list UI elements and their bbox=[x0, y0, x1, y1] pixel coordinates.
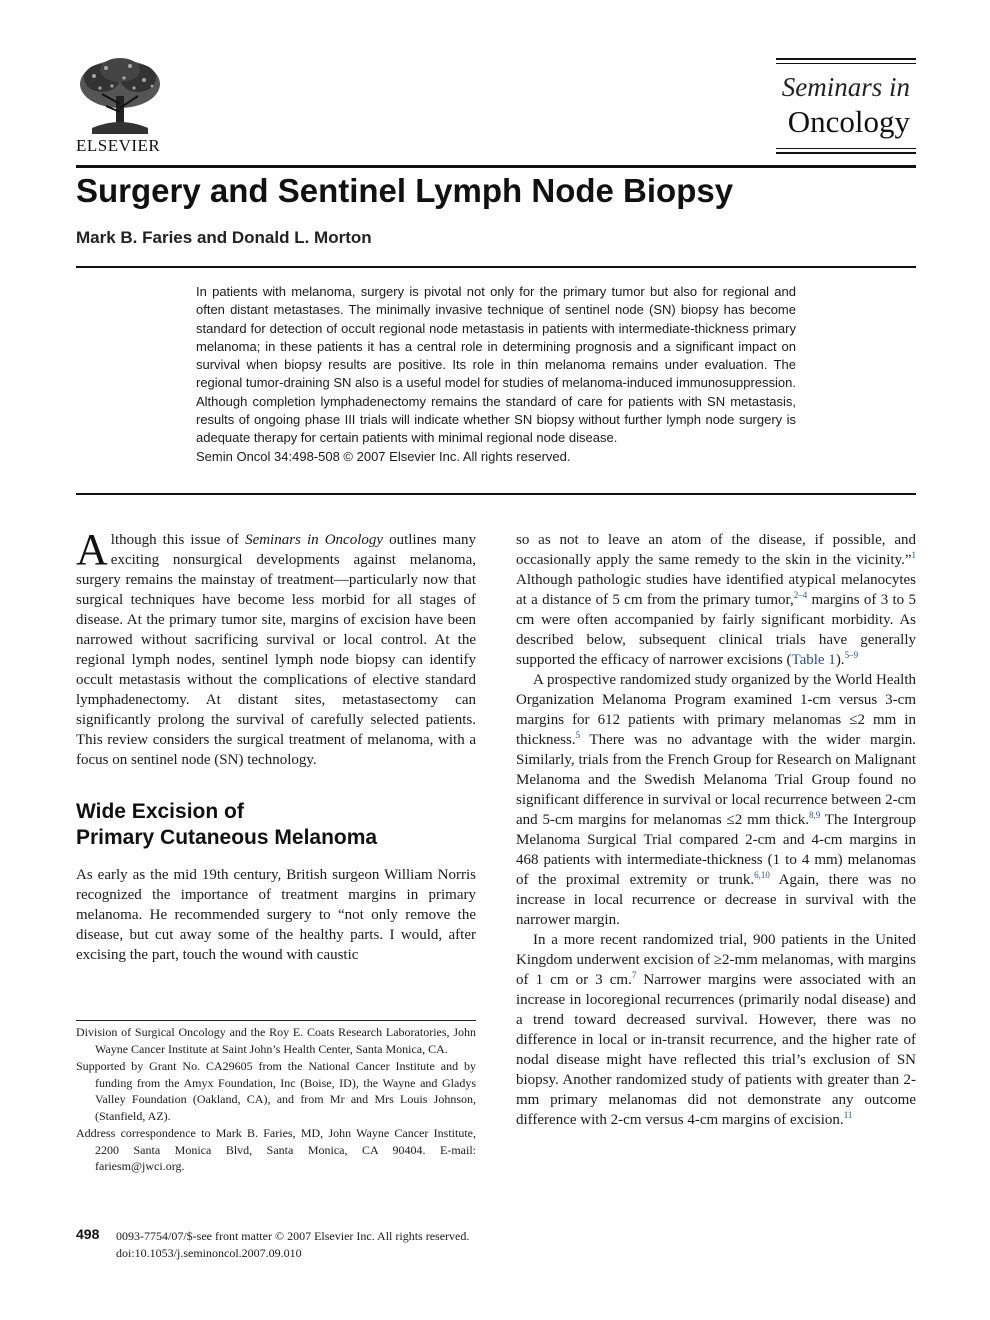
abstract-citation: Semin Oncol 34:498-508 © 2007 Elsevier Inc. All rights reserved. bbox=[196, 448, 571, 464]
footnote-correspondence: Address correspondence to Mark B. Faries, MD, John Wayne Cancer Institute, 2200 Santa Monica Blvd, Santa Monica, CA 90404. E-mail: fariesm@jwci.org. bbox=[76, 1126, 476, 1173]
footnotes bbox=[76, 1024, 476, 1176]
article-authors: Mark B. Faries and Donald L. Morton bbox=[76, 228, 372, 247]
reference-link[interactable]: 5–9 bbox=[844, 650, 859, 660]
norris-paragraph: As early as the mid 19th century, British surgeon William Norris recognized the importance of treatment margins in primary melanoma. He recommended surgery to “not only remove the disease, but cut away some of the healthy parts. I would, after excising the part, touch the wound with caustic bbox=[76, 867, 476, 963]
reference-link[interactable]: 7 bbox=[631, 970, 637, 980]
right-paragraph-1: so as not to leave an atom of the disease, if possible, and occasionally apply the same remedy to the skin in the vicinity.”$^1$ Although pathologic studies have identified atypical melanocytes at a distance of 5 cm from the primary tumor,$^{2-4}$ margins of 3 to 5 cm were often accompanied by fairly significant morbidity. As described below, subsequent clinical trials have generally supported the efficacy of narrower excisions (Table 1).$^{5-9}$ bbox=[516, 532, 916, 668]
abstract-text: In patients with melanoma, surgery is pivotal not only for the primary tumor but also for regional and often distant metastases. The minimally invasive technique of sentinel node (SN) biopsy has become standard for detection of occult regional node metastasis in patients with intermediate-thickness primary melanoma; in these patients it has a central role in determining prognosis and a significant impact on survival when biopsy results are positive. Its role in thin melanoma remains under evaluation. The regional tumor-draining SN also is a useful model for studies of melanoma-induced immunosuppression. Although completion lymphadenectomy remains the standard of care for patients with SN metastasis, results of ongoing phase III trials will indicate whether SN biopsy without further lymph node surgery is adequate therapy for certain patients with minimal regional node disease. bbox=[196, 284, 796, 446]
abstract-rule-top bbox=[76, 266, 916, 268]
doi-line: doi:10.1053/j.seminoncol.2007.09.010 bbox=[116, 1246, 302, 1260]
reference-link[interactable]: 5 bbox=[575, 730, 581, 740]
publisher-name: ELSEVIER bbox=[76, 136, 161, 155]
reference-link[interactable]: 1 bbox=[911, 550, 916, 560]
copyright-line: 0093-7754/07/$-see front matter © 2007 Elsevier Inc. All rights reserved. bbox=[116, 1229, 470, 1243]
intro-paragraph: Although this issue of Seminars in Oncology outlines many exciting nonsurgical developments against melanoma, surgery remains the mainstay of treatment—particularly now that surgical techniques have become less morbid for all stages of disease. At the primary tumor site, margins of excision have been narrowed without sacrificing survival or local control. At the regional lymph nodes, sentinel lymph node biopsy can identify occult metastasis without the complications of elective standard lymphadenectomy. At distant sites, metastasectomy can significantly prolong the survival of carefully selected patients. This review considers the surgical treatment of melanoma, with a focus on sentinel node (SN) technology. bbox=[76, 525, 476, 768]
footnote-affiliation: Division of Surgical Oncology and the Roy E. Coats Research Laboratories, John Wayne Cancer Institute at Saint John’s Health Center, Santa Monica, CA. bbox=[76, 1025, 476, 1056]
footnote-funding: Supported by Grant No. CA29605 from the National Cancer Institute and by funding from the Amyx Foundation, Inc (Boise, ID), the Wayne and Gladys Valley Foundation (Oakland, CA), and from Mr and Mrs Louis Johnson, (Stanfield, AZ). bbox=[76, 1059, 476, 1123]
page-number: 498 bbox=[76, 1226, 100, 1242]
drop-cap: A bbox=[76, 525, 108, 574]
article-title: Surgery and Sentinel Lymph Node Biopsy bbox=[76, 172, 734, 209]
abstract-rule-bottom bbox=[76, 493, 916, 495]
reference-link[interactable]: 2–4 bbox=[793, 590, 808, 600]
section-heading: Wide Excision of Primary Cutaneous Melanoma bbox=[76, 800, 378, 849]
reference-link[interactable]: 11 bbox=[843, 1110, 853, 1120]
abstract bbox=[196, 283, 796, 466]
copyright-block bbox=[116, 1228, 469, 1262]
header-rule bbox=[76, 165, 916, 168]
right-paragraph-3: In a more recent randomized trial, 900 patients in the United Kingdom underwent excision of ≥2-mm melanomas, with margins of 1 cm or 3 cm.$^7$ Narrower margins were associated with an increase in locoregional recurrences (primarily nodal disease) and a trend toward decreased survival. However, there was no difference in local or in-transit recurrence, and the higher rate of nodal disease might have reflected this trial’s exclusion of SN biopsy. Another randomized study of patients with greater than 2-mm primary melanomas did not demonstrate any outcome difference with 2-cm versus 4-cm margins of excision.$^{11}$ bbox=[516, 932, 917, 1128]
journal-masthead bbox=[776, 58, 916, 154]
journal-title-line2: Oncology bbox=[787, 104, 910, 139]
reference-link[interactable]: 8,9 bbox=[808, 810, 821, 820]
reference-link[interactable]: 6,10 bbox=[754, 870, 770, 880]
left-column bbox=[76, 525, 476, 965]
journal-title-line1: Seminars in bbox=[781, 72, 910, 102]
right-paragraph-2: A prospective randomized study organized by the World Health Organization Melanoma Program examined 1-cm versus 3-cm margins for 612 patients with primary melanomas ≤2 mm in thickness.$^5$ There was no advantage with the wider margin. Similarly, trials from the French Group for Research on Malignant Melanoma and the Swedish Melanoma Trial Group found no significant difference in survival or local recurrence between 2-cm and 5-cm margins for melanomas ≤2 mm thick.$^{8,9}$ The Intergroup Melanoma Surgical Trial compared 2-cm and 4-cm margins in 468 patients with intermediate-thickness (1 to 4 mm) melanomas of the proximal extremity or trunk.$^{6,10}$ Again, there was no increase in local recurrence or decrease in survival with the narrower margin. bbox=[516, 672, 916, 928]
table-link[interactable]: Table 1 bbox=[791, 652, 836, 668]
right-column bbox=[516, 530, 916, 1130]
journal-name-italic: Seminars in Oncology bbox=[245, 532, 384, 548]
footnote-rule bbox=[76, 1020, 476, 1021]
